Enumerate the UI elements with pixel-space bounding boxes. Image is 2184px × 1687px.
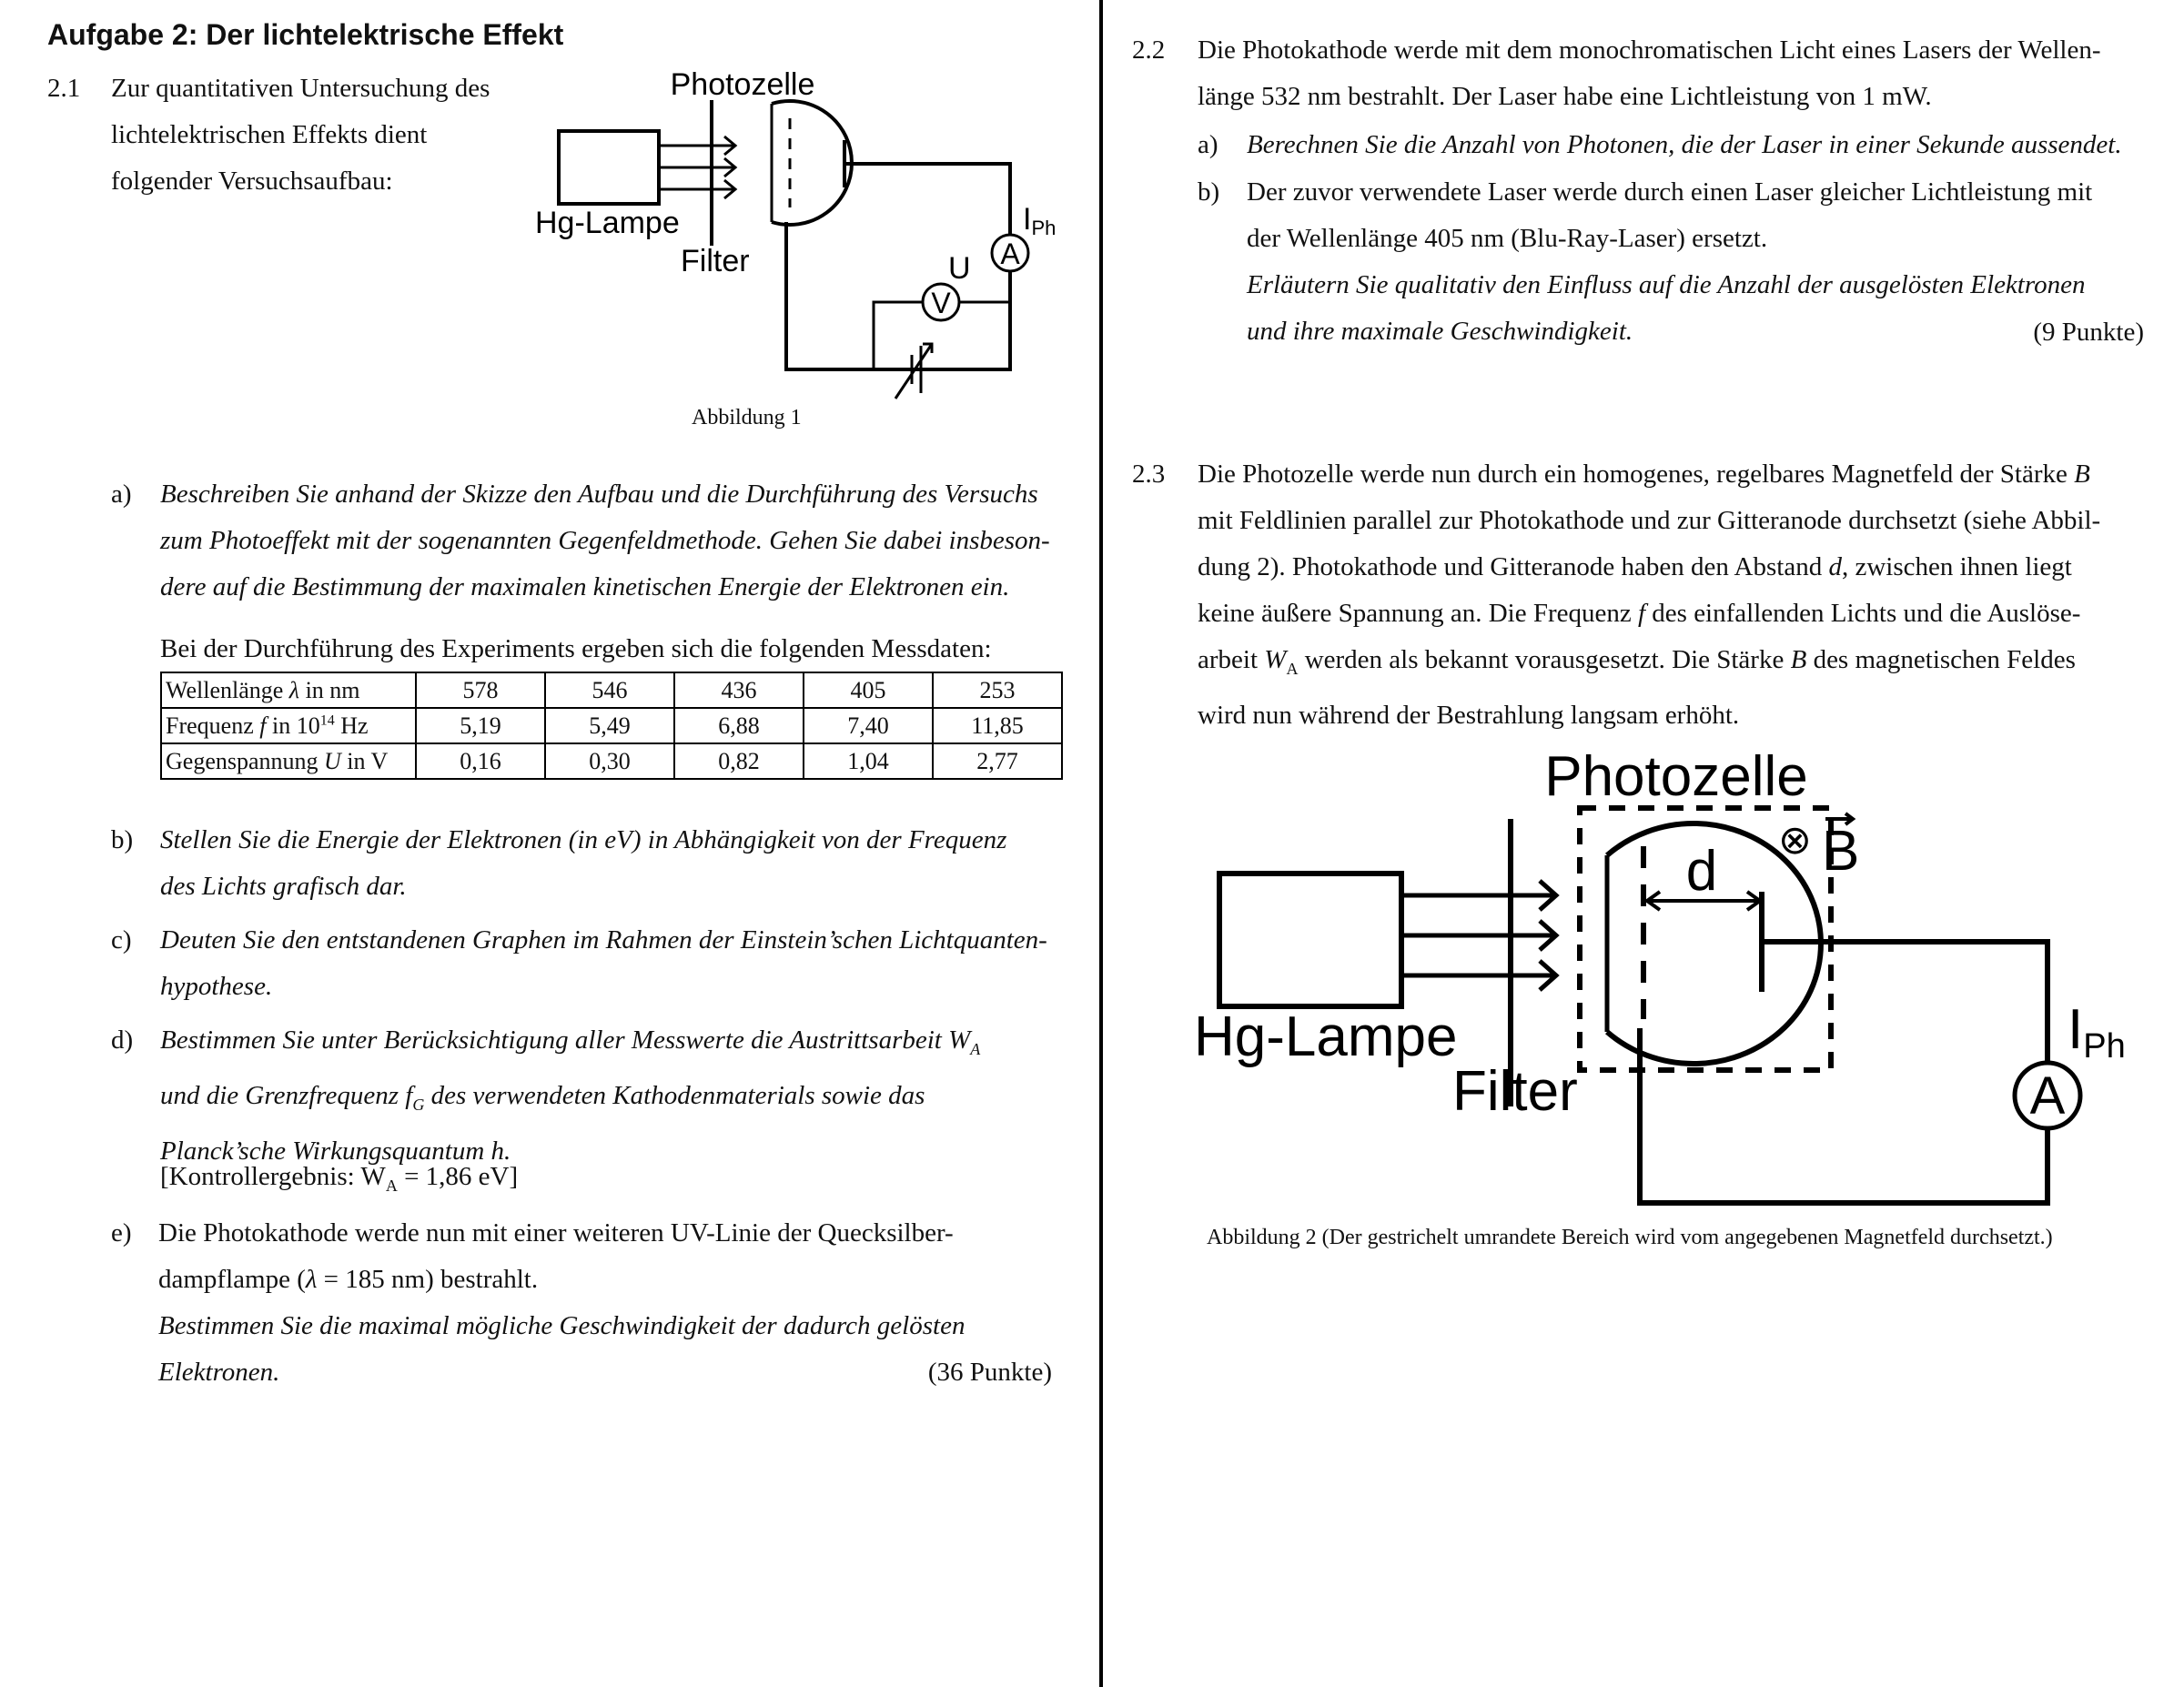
fig2-lamp-box [1219, 874, 1401, 1006]
fig1-light-arrows [659, 136, 735, 198]
data-intro: Bei der Durchführung des Experiments ergeben sich die folgenden Messdaten: [160, 634, 992, 663]
task-b-text [160, 817, 1097, 910]
task-e-line: Elektronen. [158, 1358, 280, 1387]
table-row [161, 672, 1062, 708]
s23-line: keine äußere Spannung an. Die Frequenz f des einfallenden Lichts und die Auslöse- [1198, 599, 2081, 628]
s23-line: dung 2). Photokathode und Gitteranode haben den Abstand d, zwischen ihnen liegt [1198, 552, 2072, 581]
fig2-ammeter-label: A [2029, 1066, 2066, 1126]
fig1-photocell [772, 101, 852, 225]
s23-line: wird nun während der Bestrahlung langsam erhöht. [1198, 700, 1740, 730]
task-b-label: b) [111, 825, 134, 854]
figure-1-caption: Abbildung 1 [692, 406, 802, 429]
fig2-light-arrows [1401, 881, 1556, 990]
figure-2-circuit [1174, 746, 2138, 1219]
fig2-filter-label: Filter [1452, 1060, 1578, 1123]
table-cell: 0,82 [674, 743, 804, 779]
table-cell: 0,30 [545, 743, 674, 779]
section-2-2-text [1198, 27, 2162, 120]
task-d-line: Bestimmen Sie unter Berücksichtigung aller Messwerte die Austrittsarbeit $W_A$ [160, 1025, 981, 1058]
fig2-current-label: IPh [2068, 998, 2126, 1066]
fig2-photozelle-label: Photozelle [1544, 746, 1808, 808]
table-cell: 2,77 [933, 743, 1062, 779]
fig2-wire-loop [1640, 1028, 2048, 1203]
fig1-current-label: IPh [1023, 202, 1057, 239]
section-2-3-text [1198, 451, 2171, 739]
fig2-field-label: B [1822, 820, 1860, 883]
fig1-filter-label: Filter [681, 244, 750, 278]
table-row-label: Gegenspannung U in V [161, 743, 416, 779]
fig1-voltage-label: U [948, 251, 971, 286]
table-row [161, 708, 1062, 743]
table-cell: 11,85 [933, 708, 1062, 743]
fig1-wire-top [844, 164, 1010, 235]
fig1-lamp-label: Hg-Lampe [535, 206, 680, 240]
page-title: Aufgabe 2: Der lichtelektrische Effekt [47, 18, 564, 51]
task-e-line: dampflampe (λ = 185 nm) bestrahlt. [158, 1265, 539, 1294]
points-2-1: (36 Punkte) [927, 1358, 1052, 1387]
task-e-line: Die Photokathode werde nun mit einer weiteren UV-Linie der Quecksilber- [158, 1218, 954, 1248]
task-e-label: e) [111, 1218, 132, 1248]
table-row-label: Wellenlänge λ in nm [161, 672, 416, 708]
table-cell: 6,88 [674, 708, 804, 743]
task-c-line: hypothese. [160, 972, 273, 1001]
table-cell: 7,40 [804, 708, 933, 743]
task-d-line: und die Grenzfrequenz $f_G$ des verwendeten Kathodenmaterials sowie das [160, 1080, 925, 1114]
table-cell: 5,19 [416, 708, 545, 743]
s23-line: arbeit $W_A$ werden als bekannt vorausgesetzt. Die Stärke B des magnetischen Feldes [1198, 645, 2076, 678]
s22-a-text: Berechnen Sie die Anzahl von Photonen, die der Laser in einer Sekunde aussendet. [1247, 130, 2122, 159]
s22-b-line: Der zuvor verwendete Laser werde durch einen Laser gleicher Lichtleistung mit [1247, 177, 2093, 207]
table-row-label: Frequenz f in $10^{14}$ Hz [161, 708, 416, 743]
column-divider [1099, 0, 1103, 1687]
task-c-text [160, 917, 1097, 1010]
section-number-2-3: 2.3 [1132, 460, 1166, 489]
fig2-lamp-label: Hg-Lampe [1194, 1005, 1458, 1068]
table-cell: 436 [674, 672, 804, 708]
fig1-wire-loop [786, 222, 1010, 369]
task-d-label: d) [111, 1025, 134, 1055]
table-cell: 578 [416, 672, 545, 708]
intro-line: lichtelektrischen Effekts dient [111, 120, 428, 149]
s22-b-line: und ihre maximale Geschwindigkeit. [1247, 317, 1633, 346]
s22-b-line: Erläutern Sie qualitativ den Einfluss auf die Anzahl der ausgelösten Elektronen [1247, 270, 2086, 299]
s22-line: Die Photokathode werde mit dem monochromatischen Licht eines Lasers der Wellen- [1198, 35, 2101, 65]
fig2-distance-label: d [1685, 840, 1718, 903]
task-a-line: dere auf die Bestimmung der maximalen kinetischen Energie der Elektronen ein. [160, 572, 1010, 601]
measurement-table [160, 672, 1063, 780]
figure-1-circuit [528, 55, 1074, 400]
s22-b-line: der Wellenlänge 405 nm (Blu-Ray-Laser) ersetzt. [1247, 224, 1768, 253]
fig1-ammeter-label: A [1000, 237, 1020, 270]
task-a-text [160, 471, 1097, 611]
task-a-line: zum Photoeffekt mit der sogenannten Gegenfeldmethode. Gehen Sie dabei insbeson- [160, 526, 1050, 555]
task-b-line: Stellen Sie die Energie der Elektronen (in eV) in Abhängigkeit von der Frequenz [160, 825, 1007, 854]
fig1-voltmeter-label: V [931, 287, 951, 319]
fig1-photozelle-label: Photozelle [670, 67, 815, 102]
s23-line: Die Photozelle werde nun durch ein homogenes, regelbares Magnetfeld der Stärke B [1198, 460, 2090, 489]
table-cell: 1,04 [804, 743, 933, 779]
task-d-line: Planck’sche Wirkungsquantum h. [160, 1136, 511, 1166]
s23-line: mit Feldlinien parallel zur Photokathode und zur Gitteranode durchsetzt (siehe Abbil- [1198, 506, 2101, 535]
fig1-voltmeter-wire-left [874, 302, 923, 369]
section-number-2-1: 2.1 [47, 74, 81, 103]
table-cell: 253 [933, 672, 1062, 708]
points-2-2: (9 Punkte) [2033, 318, 2144, 347]
fig1-lamp-box [559, 131, 659, 204]
s22-line: länge 532 nm bestrahlt. Der Laser habe eine Lichtleistung von 1 mW. [1198, 82, 1932, 111]
table-cell: 5,49 [545, 708, 674, 743]
table-cell: 546 [545, 672, 674, 708]
task-b-line: des Lichts grafisch dar. [160, 872, 407, 901]
task-c-line: Deuten Sie den entstandenen Graphen im Rahmen der Einstein’schen Lichtquanten- [160, 925, 1047, 955]
intro-line: Zur quantitativen Untersuchung des [111, 74, 490, 103]
task-a-label: a) [111, 480, 132, 509]
task-c-label: c) [111, 925, 132, 955]
task-d-text [160, 1017, 1097, 1175]
s22-b-label: b) [1198, 177, 1220, 207]
table-cell: 405 [804, 672, 933, 708]
task-a-line: Beschreiben Sie anhand der Skizze den Aufbau und die Durchführung des Versuchs [160, 480, 1038, 509]
control-result: [Kontrollergebnis: $W_A = 1,86$ eV] [160, 1162, 519, 1195]
fig2-field-cross-icon: ⊗ [1778, 818, 1812, 863]
intro-line: folgender Versuchsaufbau: [111, 167, 393, 196]
figure-2-caption: Abbildung 2 (Der gestrichelt umrandete Bereich wird vom angegebenen Magnetfeld durchsetzt.) [1207, 1226, 2053, 1249]
section-number-2-2: 2.2 [1132, 35, 1166, 65]
table-row [161, 743, 1062, 779]
task-e-line: Bestimmen Sie die maximal mögliche Geschwindigkeit der dadurch gelösten [158, 1311, 966, 1340]
table-cell: 0,16 [416, 743, 545, 779]
section-2-1-intro [111, 66, 539, 205]
s22-a-label: a) [1198, 130, 1218, 159]
